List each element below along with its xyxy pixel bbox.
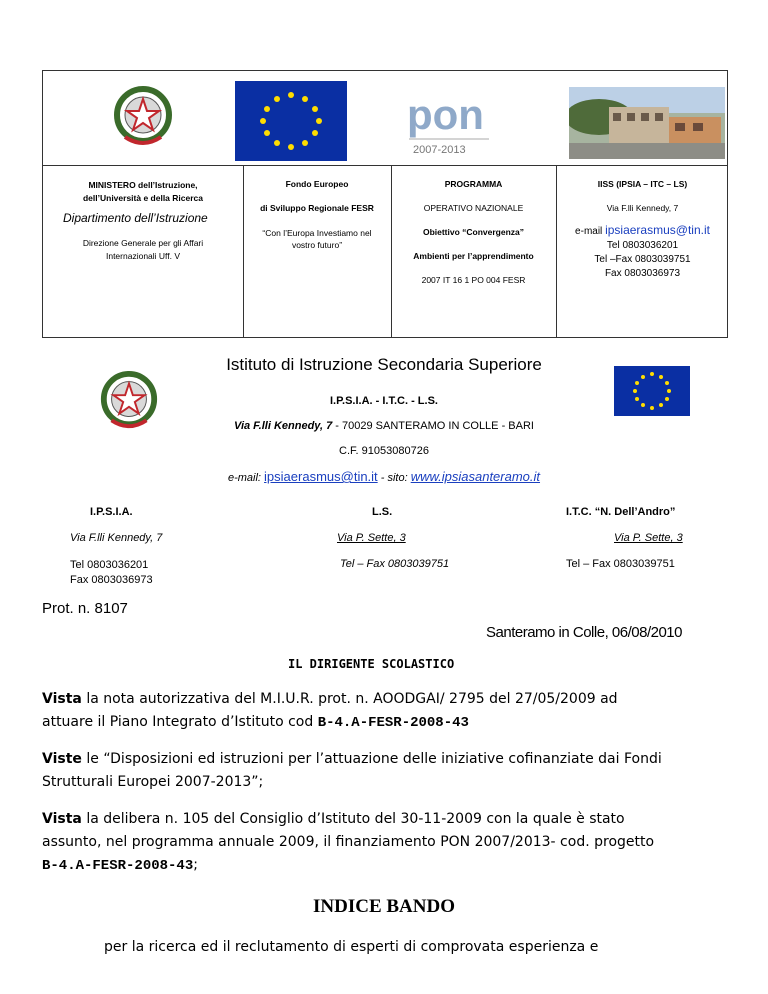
iiss-telfax: Tel –Fax 0803039751 (594, 254, 691, 265)
svg-text:2007-2013: 2007-2013 (413, 144, 466, 156)
protocol-number: Prot. n. 8107 (42, 600, 128, 617)
paragraph-lead: Vista (42, 691, 82, 707)
branch-ipsia-name: I.P.S.I.A. (90, 506, 133, 518)
paragraph-lead: Viste (42, 751, 82, 767)
fesr-motto-line2: vostro futuro” (291, 240, 343, 250)
pon-environments: Ambienti per l’apprendimento (413, 251, 534, 261)
bando-description: per la ricerca ed il reclutamento di esperti di comprovata esperienza e (104, 939, 599, 955)
bando-title: INDICE BANDO (313, 896, 455, 917)
email-label: e-mail: (227, 472, 261, 484)
branch-ls-tel: Tel – Fax 0803039751 (340, 558, 450, 570)
pon-logo (401, 81, 497, 161)
branch-ipsia-tel: Tel 0803036201 (70, 559, 149, 571)
institute-email-link[interactable]: ipsiaerasmus@tin.it (264, 469, 378, 484)
ministry-line1: MINISTERO dell’Istruzione, (88, 180, 198, 190)
institute-address (0, 420, 768, 432)
iiss-title: IISS (IPSIA – ITC – LS) (597, 179, 688, 189)
iiss-address: Via F.lli Kennedy, 7 (606, 203, 679, 213)
pon-cell (391, 165, 556, 337)
branch-itc-name: I.T.C. “N. Dell’Andro” (566, 506, 676, 518)
dirigente-heading: IL DIRIGENTE SCOLASTICO (288, 657, 455, 671)
paragraph-text: la nota autorizzativa del M.I.U.R. prot. n. AOODGAI/ 2795 del 27/05/2009 ad (81, 691, 618, 707)
branch-itc-address: Via P. Sette, 3 (614, 532, 683, 544)
ministry-line2: dell’Università e della Ricerca (82, 193, 203, 203)
project-code: B-4.A-FESR-2008-43 (317, 715, 469, 731)
paragraph-text: ; (193, 857, 198, 873)
branch-ipsia-address: Via F.lli Kennedy, 7 (70, 532, 163, 544)
header-table (42, 70, 728, 338)
iiss-email-link[interactable]: ipsiaerasmus@tin.it (605, 223, 710, 237)
site-label: - sito: (377, 472, 408, 484)
institute-site-link[interactable]: www.ipsiasanteramo.it (410, 469, 541, 484)
paragraph-text: assunto, nel programma annuale 2009, il finanziamento PON 2007/2013- cod. progetto (42, 834, 655, 850)
department-label: Dipartimento dell’Istruzione (63, 211, 208, 225)
paragraph-lead: Vista (42, 811, 82, 827)
eu-flag-logo (235, 81, 347, 161)
institute-name: Istituto di Istruzione Secondaria Superiore (226, 355, 542, 374)
iiss-cell (556, 165, 729, 337)
paragraph-text: le “Disposizioni ed istruzioni per l’attuazione delle iniziative cofinanziate dai Fondi (81, 751, 662, 767)
svg-text:pon: pon (407, 91, 484, 138)
paragraph-vista-1 (42, 688, 732, 735)
direction-line1: Direzione Generale per gli Affari (82, 238, 204, 248)
paragraph-text: Strutturali Europei 2007-2013”; (42, 774, 264, 790)
school-building-photo (569, 87, 725, 159)
institute-contacts (0, 469, 768, 484)
fesr-title: Fondo Europeo (285, 179, 349, 189)
branch-ipsia-contacts (70, 558, 153, 588)
branch-ls-address: Via P. Sette, 3 (337, 532, 406, 544)
address-rest: - 70029 SANTERAMO IN COLLE - BARI (332, 420, 534, 432)
fesr-motto-line1: “Con l’Europa Investiamo nel (262, 228, 372, 238)
fesr-cell (243, 165, 391, 337)
pon-code: 2007 IT 16 1 PO 004 FESR (421, 275, 526, 285)
paragraph-viste (42, 748, 732, 794)
iiss-fax: Fax 0803036973 (604, 268, 681, 279)
branch-ls-name: L.S. (372, 506, 393, 518)
fesr-subtitle: di Sviluppo Regionale FESR (260, 203, 374, 213)
direction-line2: Internazionali Uff. V (105, 251, 181, 261)
iiss-tel: Tel 0803036201 (606, 240, 679, 251)
paragraph-text: la delibera n. 105 del Consiglio d’Istituto del 30-11-2009 con la quale è stato (81, 811, 625, 827)
pon-objective: Obiettivo “Convergenza” (422, 227, 525, 237)
branch-itc-tel: Tel – Fax 0803039751 (566, 558, 675, 570)
paragraph-vista-2 (42, 808, 732, 878)
ministry-cell (43, 165, 243, 337)
institute-schools: I.P.S.I.A. - I.T.C. - L.S. (330, 395, 438, 407)
pon-subtitle: OPERATIVO NAZIONALE (423, 203, 524, 213)
fiscal-code: C.F. 91053080726 (339, 445, 429, 457)
paragraph-text: attuare il Piano Integrato d’Istituto cod (42, 714, 318, 730)
italy-emblem-logo (111, 83, 175, 151)
branch-ipsia-fax: Fax 0803036973 (70, 574, 153, 586)
address-street: Via F.lli Kennedy, 7 (234, 420, 333, 432)
project-code: B-4.A-FESR-2008-43 (42, 858, 194, 874)
pon-title: PROGRAMMA (444, 179, 503, 189)
email-label: e-mail (575, 226, 603, 237)
place-date: Santeramo in Colle, 06/08/2010 (486, 624, 682, 641)
